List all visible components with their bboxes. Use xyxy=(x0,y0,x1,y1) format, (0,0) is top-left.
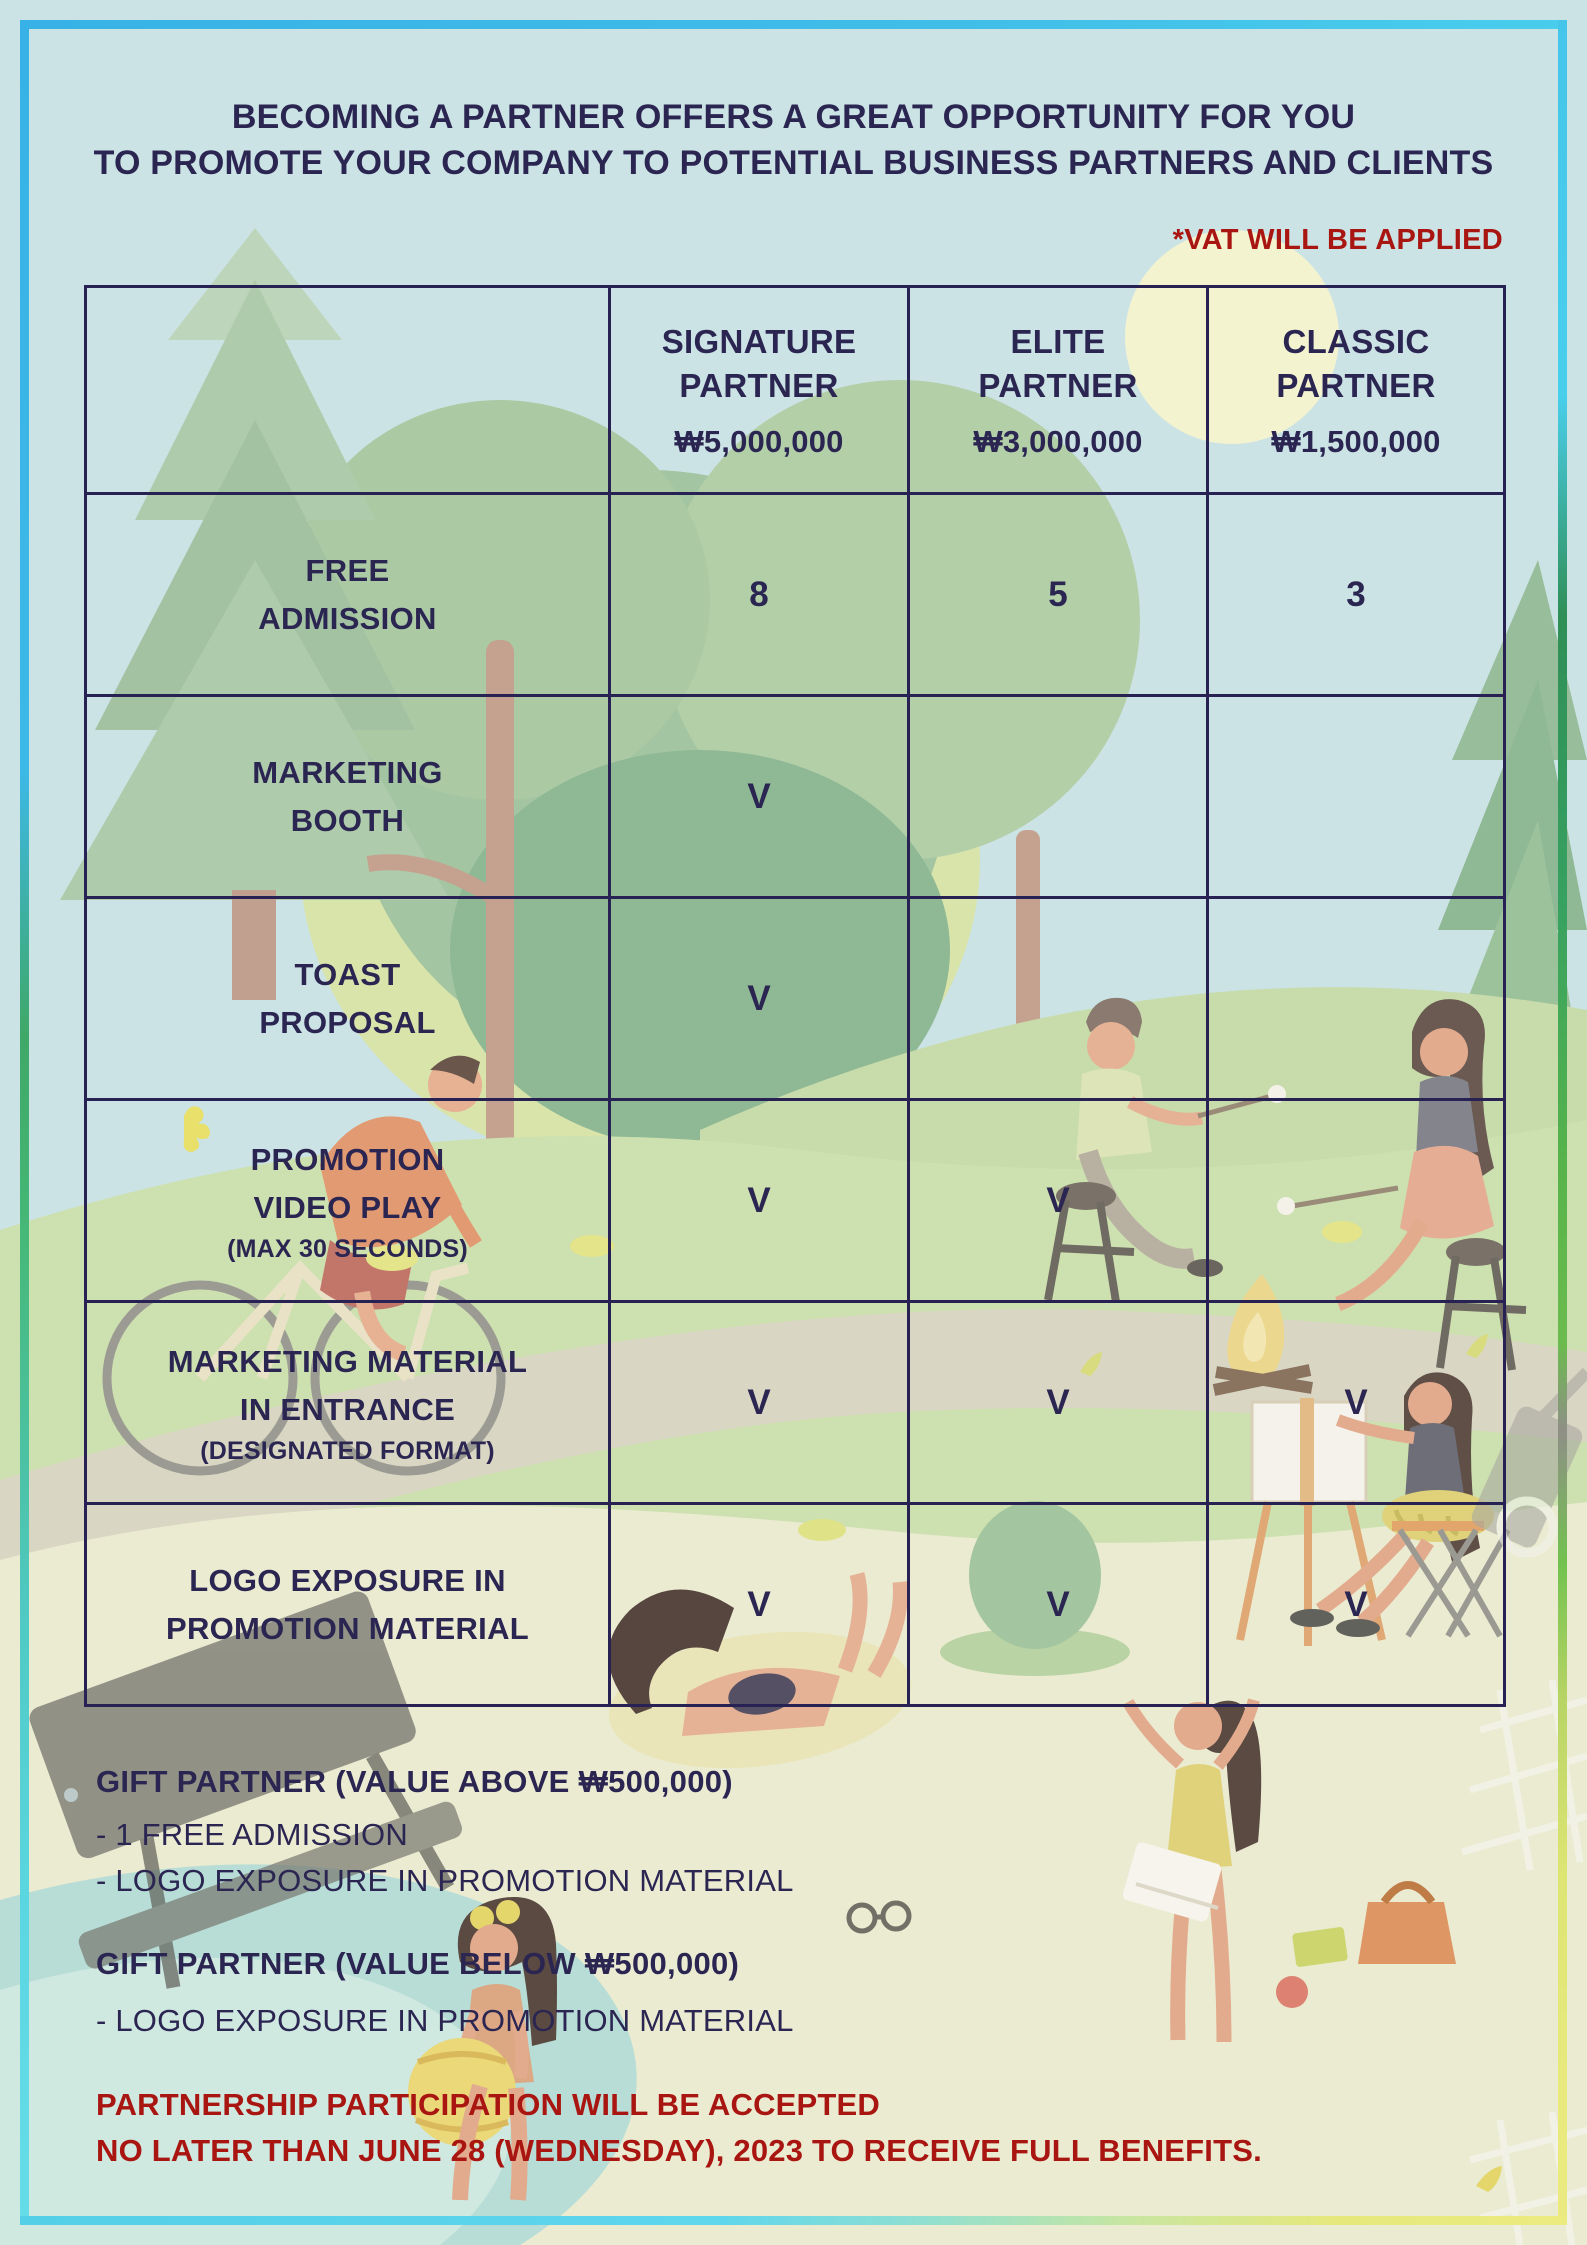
column-price: ₩5,000,000 xyxy=(674,424,844,459)
gift-below-item-1: - LOGO EXPOSURE IN PROMOTION MATERIAL xyxy=(96,2003,794,2038)
column-header-classic xyxy=(1208,287,1505,494)
page-title xyxy=(0,94,1587,186)
row-label: FREE ADMISSION xyxy=(258,552,437,636)
cell-value xyxy=(1208,696,1505,898)
vat-note: *VAT WILL BE APPLIED xyxy=(1172,224,1503,256)
cell-value: V xyxy=(610,898,909,1100)
row-label: PROMOTION VIDEO PLAY xyxy=(250,1141,445,1225)
row-label: TOAST PROPOSAL xyxy=(259,956,436,1040)
cell-value: V xyxy=(909,1302,1208,1504)
table-header-row xyxy=(86,287,1505,494)
title-line-2: TO PROMOTE YOUR COMPANY TO POTENTIAL BUSINESS PARTNERS AND CLIENTS xyxy=(93,144,1494,182)
gift-above-item-2: - LOGO EXPOSURE IN PROMOTION MATERIAL xyxy=(96,1863,794,1898)
cell-value xyxy=(1208,898,1505,1100)
table-row-toast-proposal xyxy=(86,898,1505,1100)
cell-value: V xyxy=(610,1100,909,1302)
bullet-dot xyxy=(64,1788,78,1802)
row-label-cell xyxy=(86,1302,610,1504)
row-label-cell xyxy=(86,1504,610,1706)
table-row-marketing-material xyxy=(86,1302,1505,1504)
deadline-line-1: PARTNERSHIP PARTICIPATION WILL BE ACCEPTED xyxy=(96,2087,881,2122)
table-row-free-admission xyxy=(86,494,1505,696)
row-sublabel: (MAX 30 SECONDS) xyxy=(227,1234,468,1263)
gift-above-item-1: - 1 FREE ADMISSION xyxy=(96,1817,408,1852)
row-sublabel: (DESIGNATED FORMAT) xyxy=(200,1436,495,1465)
column-header-elite xyxy=(909,287,1208,494)
cell-value xyxy=(909,696,1208,898)
row-label-cell xyxy=(86,696,610,898)
row-label: LOGO EXPOSURE IN PROMOTION MATERIAL xyxy=(165,1562,530,1646)
column-price: ₩1,500,000 xyxy=(1271,424,1441,459)
row-label-cell xyxy=(86,494,610,696)
row-label: MARKETING BOOTH xyxy=(252,754,443,838)
table-row-marketing-booth xyxy=(86,696,1505,898)
partner-benefits-table xyxy=(84,285,1506,1707)
title-line-1: BECOMING A PARTNER OFFERS A GREAT OPPORTUNITY FOR YOU xyxy=(231,98,1356,136)
gift-above-heading: GIFT PARTNER (VALUE ABOVE ₩500,000) xyxy=(96,1764,733,1799)
column-name: CLASSIC PARTNER xyxy=(1276,323,1436,404)
row-label-cell xyxy=(86,1100,610,1302)
frame-border-top xyxy=(20,20,1567,29)
cell-value: V xyxy=(909,1100,1208,1302)
gift-below-heading: GIFT PARTNER (VALUE BELOW ₩500,000) xyxy=(96,1946,740,1981)
corner-cell xyxy=(86,287,610,494)
gift-partner-notes xyxy=(96,1764,1196,2039)
cell-value xyxy=(909,898,1208,1100)
cell-value: V xyxy=(610,696,909,898)
cell-value xyxy=(1208,1100,1505,1302)
cell-value: V xyxy=(610,1302,909,1504)
frame-border-bottom xyxy=(20,2216,1567,2225)
column-name: SIGNATURE PARTNER xyxy=(661,323,857,404)
column-header-signature xyxy=(610,287,909,494)
cell-value: V xyxy=(610,1504,909,1706)
cell-value: V xyxy=(1208,1302,1505,1504)
cell-value: V xyxy=(909,1504,1208,1706)
cell-value: V xyxy=(1208,1504,1505,1706)
column-price: ₩3,000,000 xyxy=(973,424,1143,459)
row-label: MARKETING MATERIAL IN ENTRANCE xyxy=(167,1343,528,1427)
row-label-cell xyxy=(86,898,610,1100)
column-name: ELITE PARTNER xyxy=(978,323,1138,404)
cell-value: 8 xyxy=(610,494,909,696)
table-row-logo-exposure xyxy=(86,1504,1505,1706)
cell-value: 5 xyxy=(909,494,1208,696)
deadline-note xyxy=(96,2082,1262,2174)
frame-border-left xyxy=(20,20,29,2225)
table-row-promotion-video xyxy=(86,1100,1505,1302)
cell-value: 3 xyxy=(1208,494,1505,696)
frame-border-right xyxy=(1558,20,1567,2225)
deadline-line-2: NO LATER THAN JUNE 28 (WEDNESDAY), 2023 TO RECEIVE FULL BENEFITS. xyxy=(96,2133,1262,2168)
